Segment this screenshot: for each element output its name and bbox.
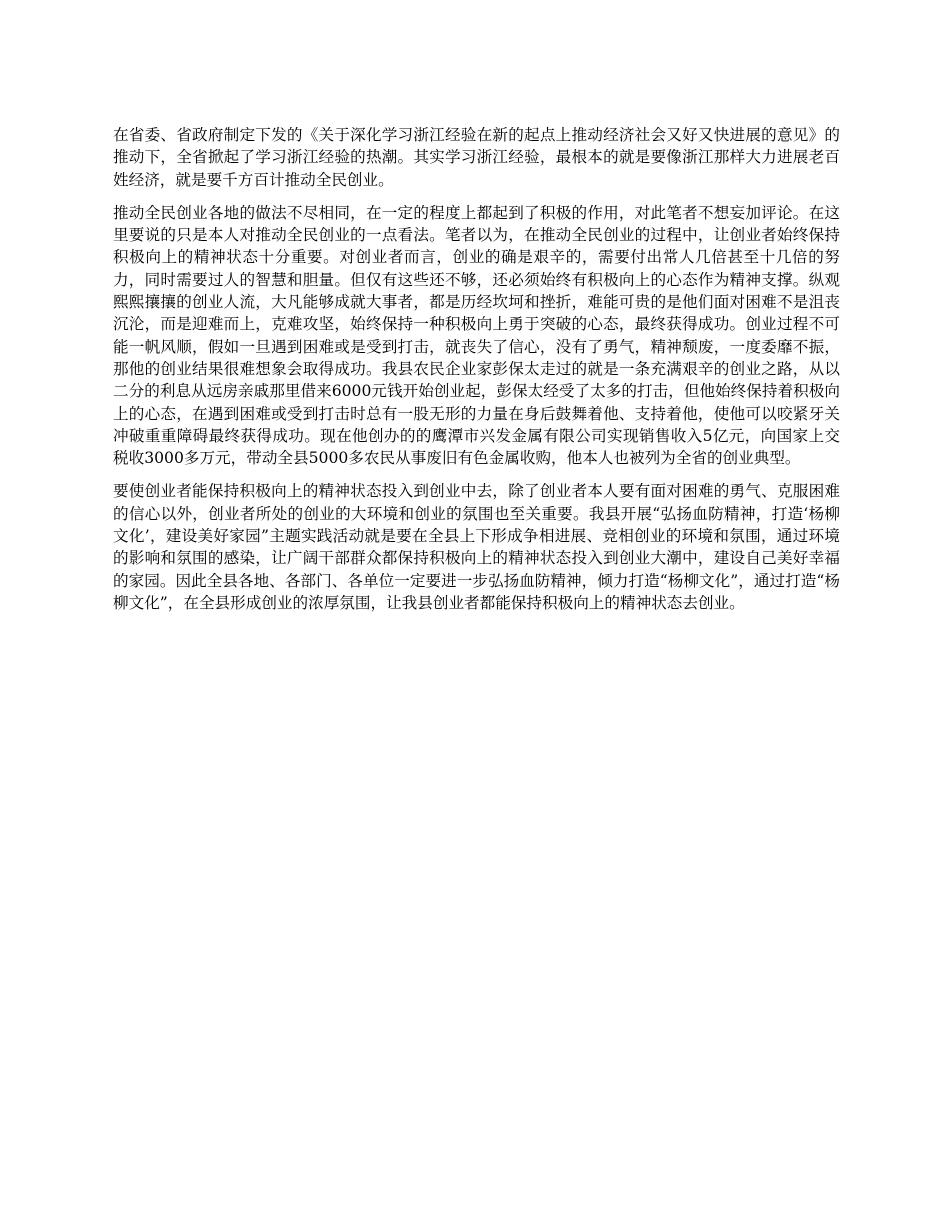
paragraph-intro: 在省委、省政府制定下发的《关于深化学习浙江经验在新的起点上推动经济社会又好又快进展的意见》的推动下，全省掀起了学习浙江经验的热潮。其实学习浙江经验，最根本的就是要像浙江那样大力进展老百姓经济，就是要千方百计推动全民创业。 — [113, 126, 840, 189]
document-body — [113, 124, 840, 625]
paragraph-main: 推动全民创业各地的做法不尽相同，在一定的程度上都起到了积极的作用，对此笔者不想妄加评论。在这里要说的只是本人对推动全民创业的一点看法。笔者以为，在推动全民创业的过程中，让创业者始终保持积极向上的精神状态十分重要。对创业者而言，创业的确是艰辛的，需要付出常人几倍甚至十几倍的努力，同时需要过人的智慧和胆量。但仅有这些还不够，还必须始终有积极向上的心态作为精神支撑。纵观熙熙攘攘的创业人流，大凡能够成就大事者，都是历经坎坷和挫折，难能可贵的是他们面对困难不是沮丧沉沦，而是迎难而上，克难攻坚，始终保持一种积极向上勇于突破的心态，最终获得成功。创业过程不可能一帆风顺，假如一旦遇到困难或是受到打击，就丧失了信心，没有了勇气，精神颓废，一度委靡不振，那他的创业结果很难想象会取得成功。我县农民企业家彭保太走过的就是一条充满艰辛的创业之路，从以二分的利息从远房亲戚那里借来6000元钱开始创业起，彭保太经受了太多的打击，但他始终保持着积极向上的心态，在遇到困难或受到打击时总有一股无形的力量在身后鼓舞着他、支持着他，使他可以咬紧牙关冲破重重障碍最终获得成功。现在他创办的的鹰潭市兴发金属有限公司实现销售收入5亿元，向国家上交税收3000多万元，带动全县5000多农民从事废旧有色金属收购，他本人也被列为全省的创业典型。 — [113, 203, 840, 468]
paragraph-conclusion: 要使创业者能保持积极向上的精神状态投入到创业中去，除了创业者本人要有面对困难的勇气、克服困难的信心以外，创业者所处的创业的大环境和创业的氛围也至关重要。我县开展“弘扬血防精神，打造‘杨柳文化’，建设美好家园”主题实践活动就是要在全县上下形成争相进展、竞相创业的环境和氛围，通过环境的影响和氛围的感染，让广阔干部群众都保持积极向上的精神状态投入到创业大潮中，建设自己美好幸福的家园。因此全县各地、各部门、各单位一定要进一步弘扬血防精神，倾力打造“杨柳文化”，通过打造“杨柳文化”，在全县形成创业的浓厚氛围，让我县创业者都能保持积极向上的精神状态去创业。 — [113, 482, 840, 612]
